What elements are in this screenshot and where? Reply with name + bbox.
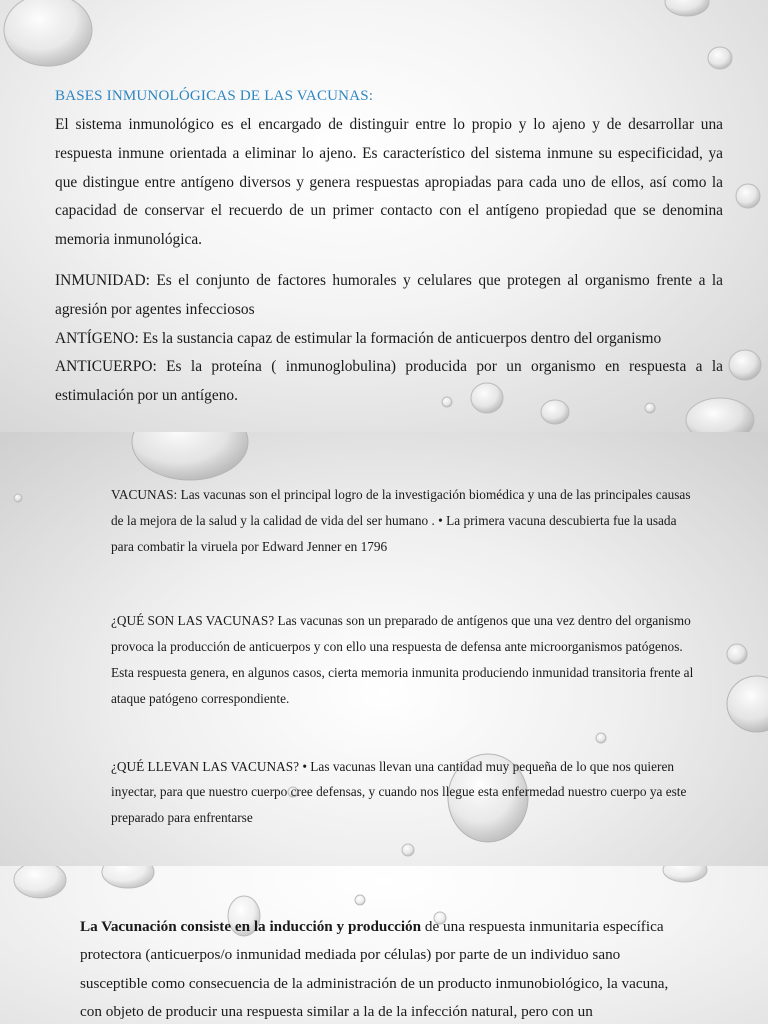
vacunacion-bold-lead: La Vacunación consiste en la inducción y producción: [80, 918, 422, 935]
drop-shape: [736, 184, 760, 208]
definition-antigeno: ANTÍGENO: Es la sustancia capaz de estimular la formación de anticuerpos dentro del organismo: [55, 329, 662, 347]
slide-vacunas: [0, 432, 768, 866]
drop-shape: [663, 866, 707, 882]
drop-shape: [727, 676, 768, 732]
que-son-vacunas-paragraph: ¿QUÉ SON LAS VACUNAS? Las vacunas son un preparado de antígenos que una vez dentro del organismo provoca la producción de anticuerpos y con ello una respuesta de defensa ante microorganismos patógenos. Esta respuesta genera, en algunos casos, cierta memoria inmunita produciendo inmunidad transitoria frente al ataque patógeno correspondiente.: [111, 613, 694, 706]
definition-inmunidad: INMUNIDAD: Es el conjunto de factores humorales y celulares que protegen al organismo frente a la agresión por agentes infecciosos: [55, 271, 723, 318]
drop-shape: [355, 895, 365, 905]
drop-shape: [14, 866, 66, 898]
que-llevan-vacunas-paragraph: ¿QUÉ LLEVAN LAS VACUNAS? • Las vacunas llevan una cantidad muy pequeña de lo que nos quieren inyectar, para que nuestro cuerpo cree defensas, y cuando nos llegue esta enfermedad nuestro cuerpo ya este preparado para enfrentarse: [111, 758, 687, 826]
drop-shape: [729, 350, 761, 380]
intro-paragraph: El sistema inmunológico es el encargado de distinguir entre lo propio y lo ajeno y de desarrollar una respuesta inmune orientada a eliminar lo ajeno. Es característico del sistema inmune su especificidad, ya que distingue entre antígeno diversos y genera respuestas apropiadas para cada uno de ellos, así como la capacidad de conservar el recuerdo de un primer contacto con el antígeno propiedad que se denomina memoria inmunológica.: [55, 116, 723, 249]
definition-anticuerpo: ANTICUERPO: Es la proteína ( inmunoglobulina) producida por un organismo en respuesta a la estimulación por un antígeno.: [55, 358, 723, 405]
drop-shape: [708, 47, 732, 69]
vacunas-paragraph: VACUNAS: Las vacunas son el principal logro de la investigación biomédica y una de las principales causas de la mejora de la salud y la calidad de vida del ser humano . • La primera vacuna descubierta fue la usada para combatir la viruela por Edward Jenner en 1796: [111, 487, 691, 554]
slide-bases-inmunologicas: [0, 0, 768, 432]
vacunacion-text: de una respuesta inmunitaria específica protectora (anticuerpos/o inmunidad mediada por células) por parte de un individuo sano susceptible como consecuencia de la administración de un producto inmunobiológico, la vacuna, con objeto de producir una respuesta similar a la de la infección natural, pero con un: [80, 918, 669, 1021]
drop-shape: [727, 644, 747, 664]
slide2-content: [111, 482, 701, 831]
drop-shape: [102, 866, 154, 888]
drop-shape: [132, 432, 248, 480]
drop-shape: [14, 494, 22, 502]
vacunacion-paragraph: [80, 913, 690, 1024]
slide1-content: [55, 88, 723, 411]
slide-vacunacion: [0, 866, 768, 1024]
drop-shape: [402, 844, 414, 856]
drop-shape: [4, 0, 92, 66]
slide3-content: [80, 913, 690, 1024]
drop-shape: [665, 0, 709, 16]
slide1-title: BASES INMUNOLÓGICAS DE LAS VACUNAS:: [55, 88, 374, 104]
